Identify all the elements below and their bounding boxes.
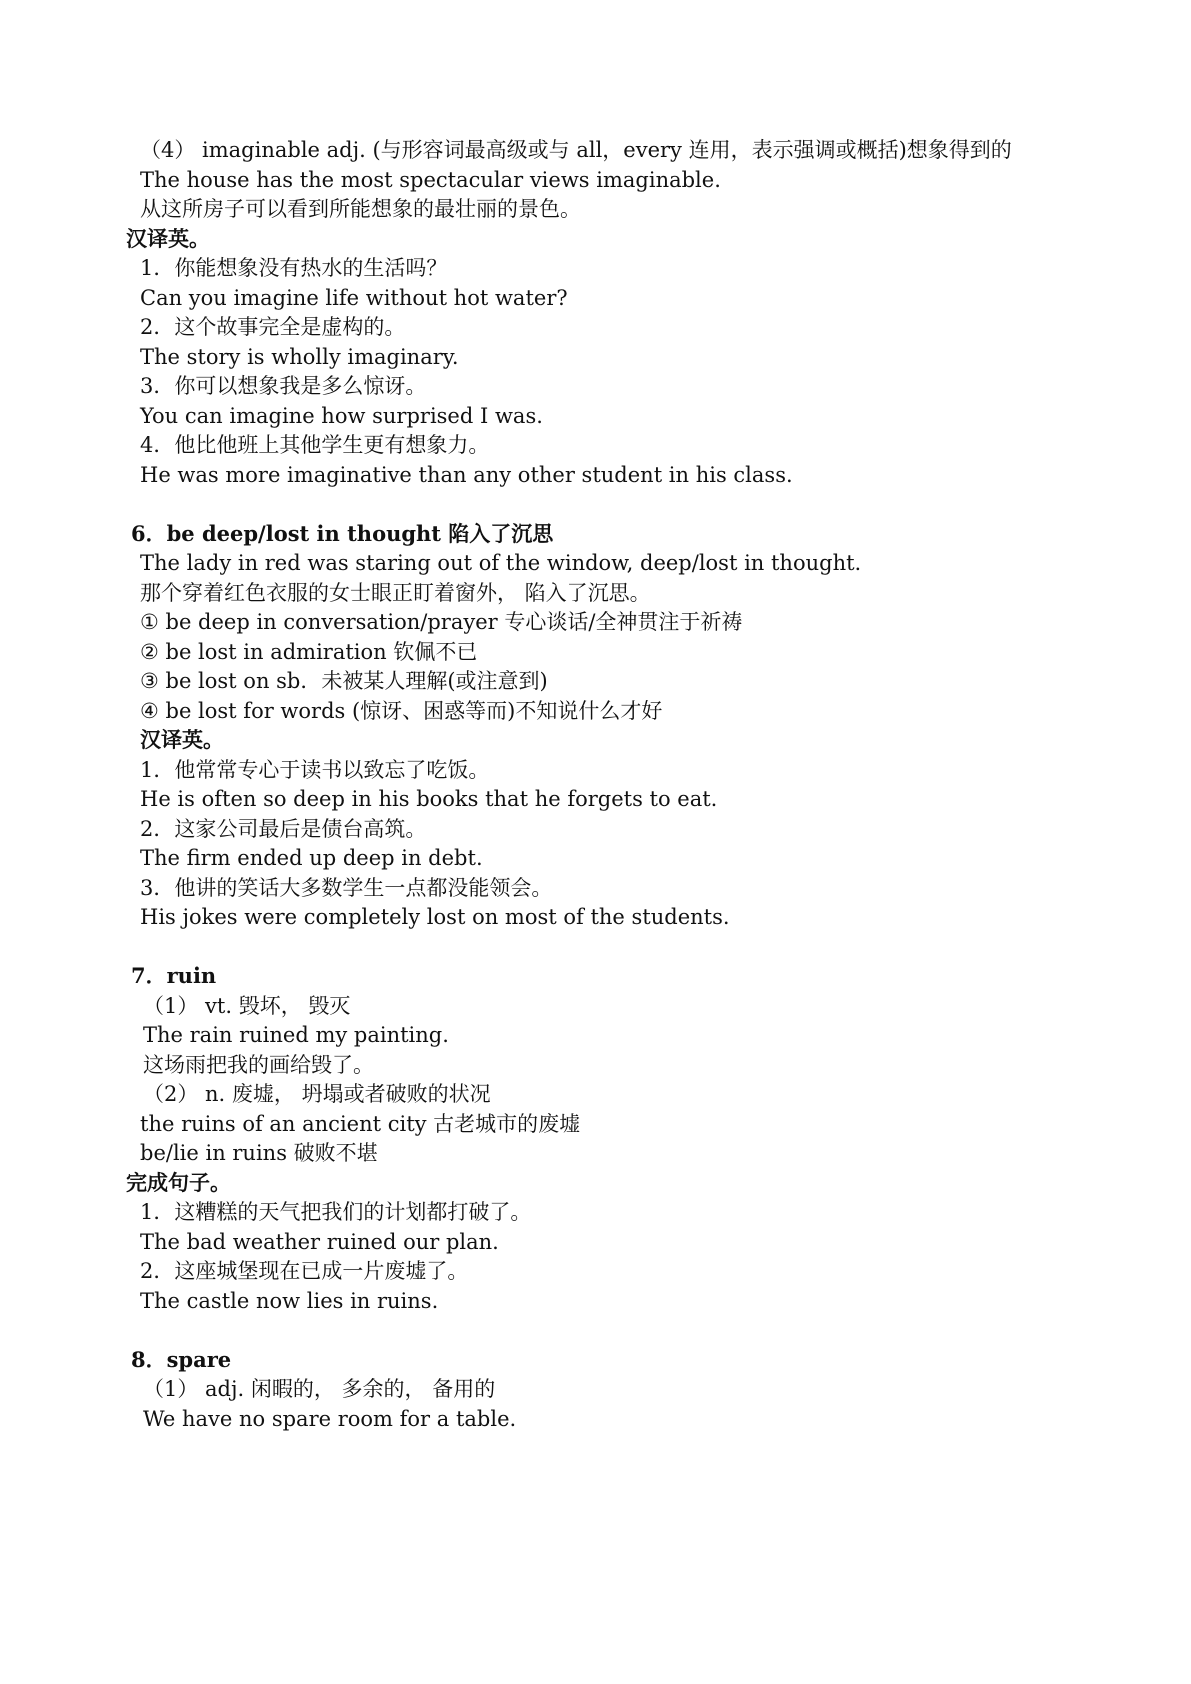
exercise-item-en: His jokes were completely lost on most of the students. — [140, 905, 730, 929]
section-heading: 7．ruin — [131, 963, 217, 988]
section-heading: 6．be deep/lost in thought 陷入了沉思 — [131, 521, 554, 546]
exercise-item-en: The bad weather ruined our plan. — [140, 1230, 499, 1254]
exercise-item-en: The story is wholly imaginary. — [140, 345, 459, 369]
example-en: The lady in red was staring out of the window, deep/lost in thought. — [140, 551, 862, 575]
sense-item: （1） vt. 毁坏， 毁灭 — [143, 994, 351, 1018]
example-phrase: the ruins of an ancient city 古老城市的废墟 — [140, 1112, 581, 1136]
exercise-item-zh: 4．他比他班上其他学生更有想象力。 — [140, 433, 490, 457]
exercise-item-zh: 2．这家公司最后是债台高筑。 — [140, 817, 427, 841]
phrase-item: ③ be lost on sb．未被某人理解(或注意到) — [140, 669, 548, 693]
section-heading: 8．spare — [131, 1347, 232, 1372]
sense-item: （2） n. 废墟， 坍塌或者破败的状况 — [143, 1082, 491, 1106]
exercise-item-zh: 1．这糟糕的天气把我们的计划都打破了。 — [140, 1200, 532, 1224]
exercise-title: 汉译英。 — [140, 727, 224, 752]
exercise-item-zh: 2．这个故事完全是虚构的。 — [140, 315, 406, 339]
phrase-item: ② be lost in admiration 钦佩不已 — [140, 640, 478, 664]
phrase-item: ④ be lost for words (惊讶、困惑等而)不知说什么才好 — [140, 699, 663, 723]
example-en: We have no spare room for a table. — [143, 1407, 517, 1431]
exercise-item-en: Can you imagine life without hot water? — [140, 286, 568, 310]
exercise-item-en: He is often so deep in his books that he forgets to eat. — [140, 787, 718, 811]
exercise-item-zh: 3．他讲的笑话大多数学生一点都没能领会。 — [140, 876, 553, 900]
exercise-item-zh: 3．你可以想象我是多么惊讶。 — [140, 374, 427, 398]
sense-item: （1） adj. 闲暇的， 多余的， 备用的 — [143, 1377, 496, 1401]
sense-imaginable: （4） imaginable adj. (与形容词最高级或与 all，every 连用，表示强调或概括)想象得到的 — [140, 138, 1012, 162]
example-phrase: be/lie in ruins 破败不堪 — [140, 1141, 378, 1165]
exercise-item-en: The firm ended up deep in debt. — [140, 846, 483, 870]
exercise-item-en: The castle now lies in ruins. — [140, 1289, 439, 1313]
exercise-item-zh: 1．你能想象没有热水的生活吗？ — [140, 256, 448, 280]
example-en: The rain ruined my painting. — [143, 1023, 449, 1047]
exercise-title: 完成句子。 — [126, 1170, 231, 1195]
example-zh: 从这所房子可以看到所能想象的最壮丽的景色。 — [140, 197, 581, 221]
exercise-item-zh: 2．这座城堡现在已成一片废墟了。 — [140, 1259, 469, 1283]
phrase-item: ① be deep in conversation/prayer 专心谈话/全神贯注于祈祷 — [140, 610, 743, 634]
example-en: The house has the most spectacular views imaginable. — [140, 168, 721, 192]
exercise-item-en: You can imagine how surprised I was. — [140, 404, 543, 428]
example-zh: 那个穿着红色衣服的女士眼正盯着窗外， 陷入了沉思。 — [140, 581, 651, 605]
example-zh: 这场雨把我的画给毁了。 — [143, 1053, 374, 1077]
exercise-item-zh: 1．他常常专心于读书以致忘了吃饭。 — [140, 758, 490, 782]
exercise-title: 汉译英。 — [126, 226, 210, 251]
exercise-item-en: He was more imaginative than any other student in his class. — [140, 463, 793, 487]
